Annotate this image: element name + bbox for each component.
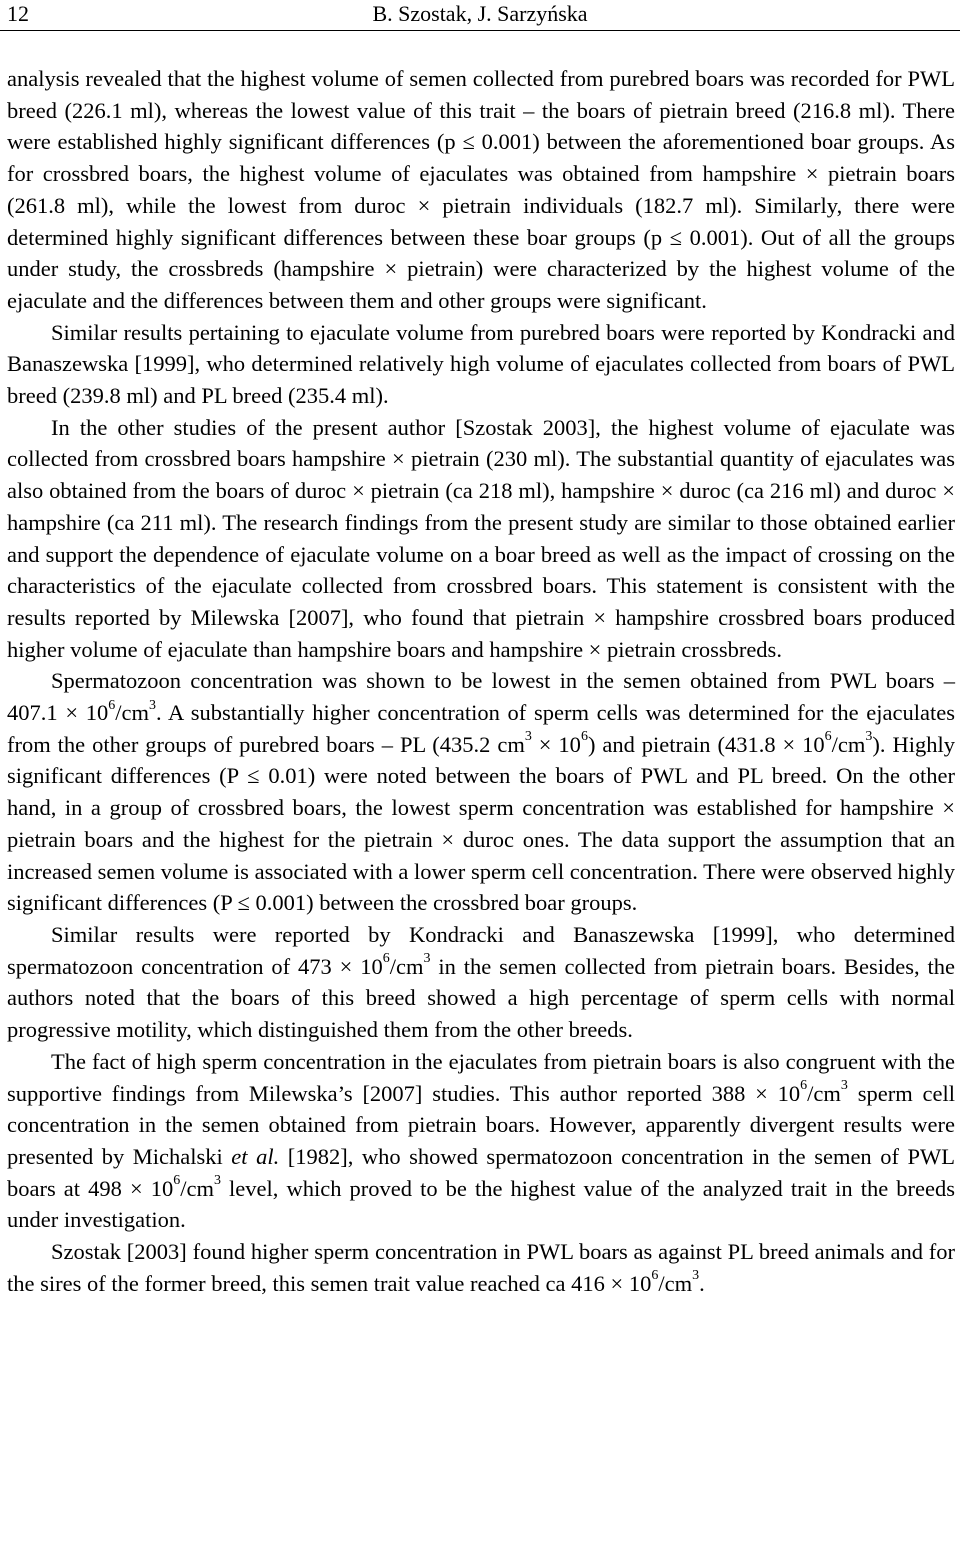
page-number: 12 (7, 1, 29, 26)
superscript: 6 (651, 1268, 659, 1284)
text-run: /cm (180, 1175, 214, 1201)
text-run: [1982], who showed spermatozoon concentration in the semen of PWL boars at 498 × 10 (7, 1143, 955, 1201)
text-run: Similar results pertaining to ejaculate volume from purebred boars were reported by Kondracki and Banaszewska [1999], who determined relatively high volume of ejaculates collected from boars of PWL breed (239.8 ml) and PL breed (235.4 ml). (7, 319, 955, 409)
text-run: /cm (658, 1270, 693, 1296)
italic-text: et al. (231, 1143, 280, 1169)
text-run: Spermatozoon concentration was shown to be lowest in the semen obtained from PWL boars – 407.1 × 10 (7, 668, 955, 726)
text-run: ). Highly significant differences (P ≤ 0.01) were noted between the boars of PWL and PL breed. On the other hand, in a group of crossbred boars, the lowest sperm concentration was established for hampshire × pietrain boars and the highest for the pietrain × duroc ones. The data support the assumption that an increased semen volume is associated with a lower sperm cell concentration. There were observed highly significant differences (P ≤ 0.001) between the crossbred boar groups. (7, 731, 955, 916)
superscript: 3 (840, 1078, 848, 1093)
superscript: 6 (108, 697, 116, 713)
text-run: In the other studies of the present author [Szostak 2003], the highest volume of ejaculate was collected from crossbred boars hampshire × pietrain (230 ml). The substantial quantity of ejaculates was also obtained from the boars of duroc × pietrain (ca 218 ml), hampshire × duroc (ca 216 ml) and duroc × hampshire (ca 211 ml). The research findings from the present study are similar to those obtained earlier and support the dependence of ejaculate volume on a boar breed as well as the impact of crossing on the characteristics of the ejaculate collected from crossbred boars. This statement is consistent with the results reported by Milewska [2007], who found that pietrain × hampshire crossbred boars produced higher volume of ejaculate than hampshire boars and hampshire × pietrain crossbreds. (7, 414, 955, 662)
page-header (0, 0, 960, 31)
text-run: sperm cell concentration in the semen obtained from pietrain boars. However, apparently divergent results were presented by Michalski (7, 1080, 955, 1169)
text-run: . (699, 1270, 705, 1296)
superscript: 6 (800, 1078, 808, 1093)
text-run: analysis revealed that the highest volume of semen collected from purebred boars was recorded for PWL breed (226.1 ml), whereas the lowest value of this trait – the boars of pietrain breed (216.8 ml). There were established highly significant differences (p ≤ 0.001) between the aforementioned boar groups. As for crossbred boars, the highest volume of ejaculates was obtained from hampshire × pietrain boars (261.8 ml), while the lowest from duroc × pietrain individuals (182.7 ml). Similarly, there were determined highly significant differences between these boar groups (p ≤ 0.001). Out of all the groups under study, the crossbreds (hampshire × pietrain) were characterized by the highest volume of the ejaculate and the differences between them and other groups were significant. (7, 66, 955, 313)
superscript: 3 (148, 697, 156, 713)
superscript: 3 (524, 729, 532, 745)
paragraph (7, 1236, 955, 1299)
paragraph (7, 412, 955, 666)
text-run: /cm (807, 1080, 841, 1106)
text-run: × 10 (531, 731, 581, 757)
superscript: 3 (692, 1268, 700, 1284)
text-run: /cm (389, 953, 424, 979)
superscript: 6 (580, 729, 588, 745)
paragraph (7, 317, 955, 412)
text-run: Szostak [2003] found higher sperm concentration in PWL boars as against PL breed animals and for the sires of the former breed, this semen trait value reached ca 416 × 10 (7, 1239, 955, 1296)
text-run: level, which proved to be the highest value of the analyzed trait in the breeds under investigation. (7, 1175, 955, 1233)
running-title: B. Szostak, J. Sarzyńska (372, 1, 588, 26)
paragraph (7, 919, 955, 1046)
superscript: 6 (173, 1173, 181, 1189)
text-run: The fact of high sperm concentration in the ejaculates from pietrain boars is also congruent with the supportive findings from Milewska’s [2007] studies. This author reported 388 × 10 (7, 1048, 955, 1106)
text-run: in the semen collected from pietrain boars. Besides, the authors noted that the boars of this breed showed a high percentage of sperm cells with normal progressive motility, which distinguished them from the other breeds. (7, 953, 955, 1043)
superscript: 3 (423, 951, 431, 967)
text-run: /cm (115, 700, 149, 726)
superscript: 3 (865, 729, 873, 745)
text-run: . A substantially higher concentration of sperm cells was determined for the ejaculates from the other groups of purebred boars – PL (435.2 cm (7, 700, 955, 757)
paragraph (7, 1046, 955, 1236)
body-text (7, 63, 955, 1299)
superscript: 6 (824, 729, 832, 745)
text-run: Similar results were reported by Kondracki and Banaszewska [1999], who determined spermatozoon concentration of 473 × 10 (7, 921, 955, 979)
paragraph (7, 665, 955, 919)
superscript: 3 (213, 1173, 221, 1189)
text-run: ) and pietrain (431.8 × 10 (587, 731, 825, 757)
text-run: /cm (831, 731, 866, 757)
superscript: 6 (382, 951, 390, 967)
paragraph (7, 63, 955, 317)
